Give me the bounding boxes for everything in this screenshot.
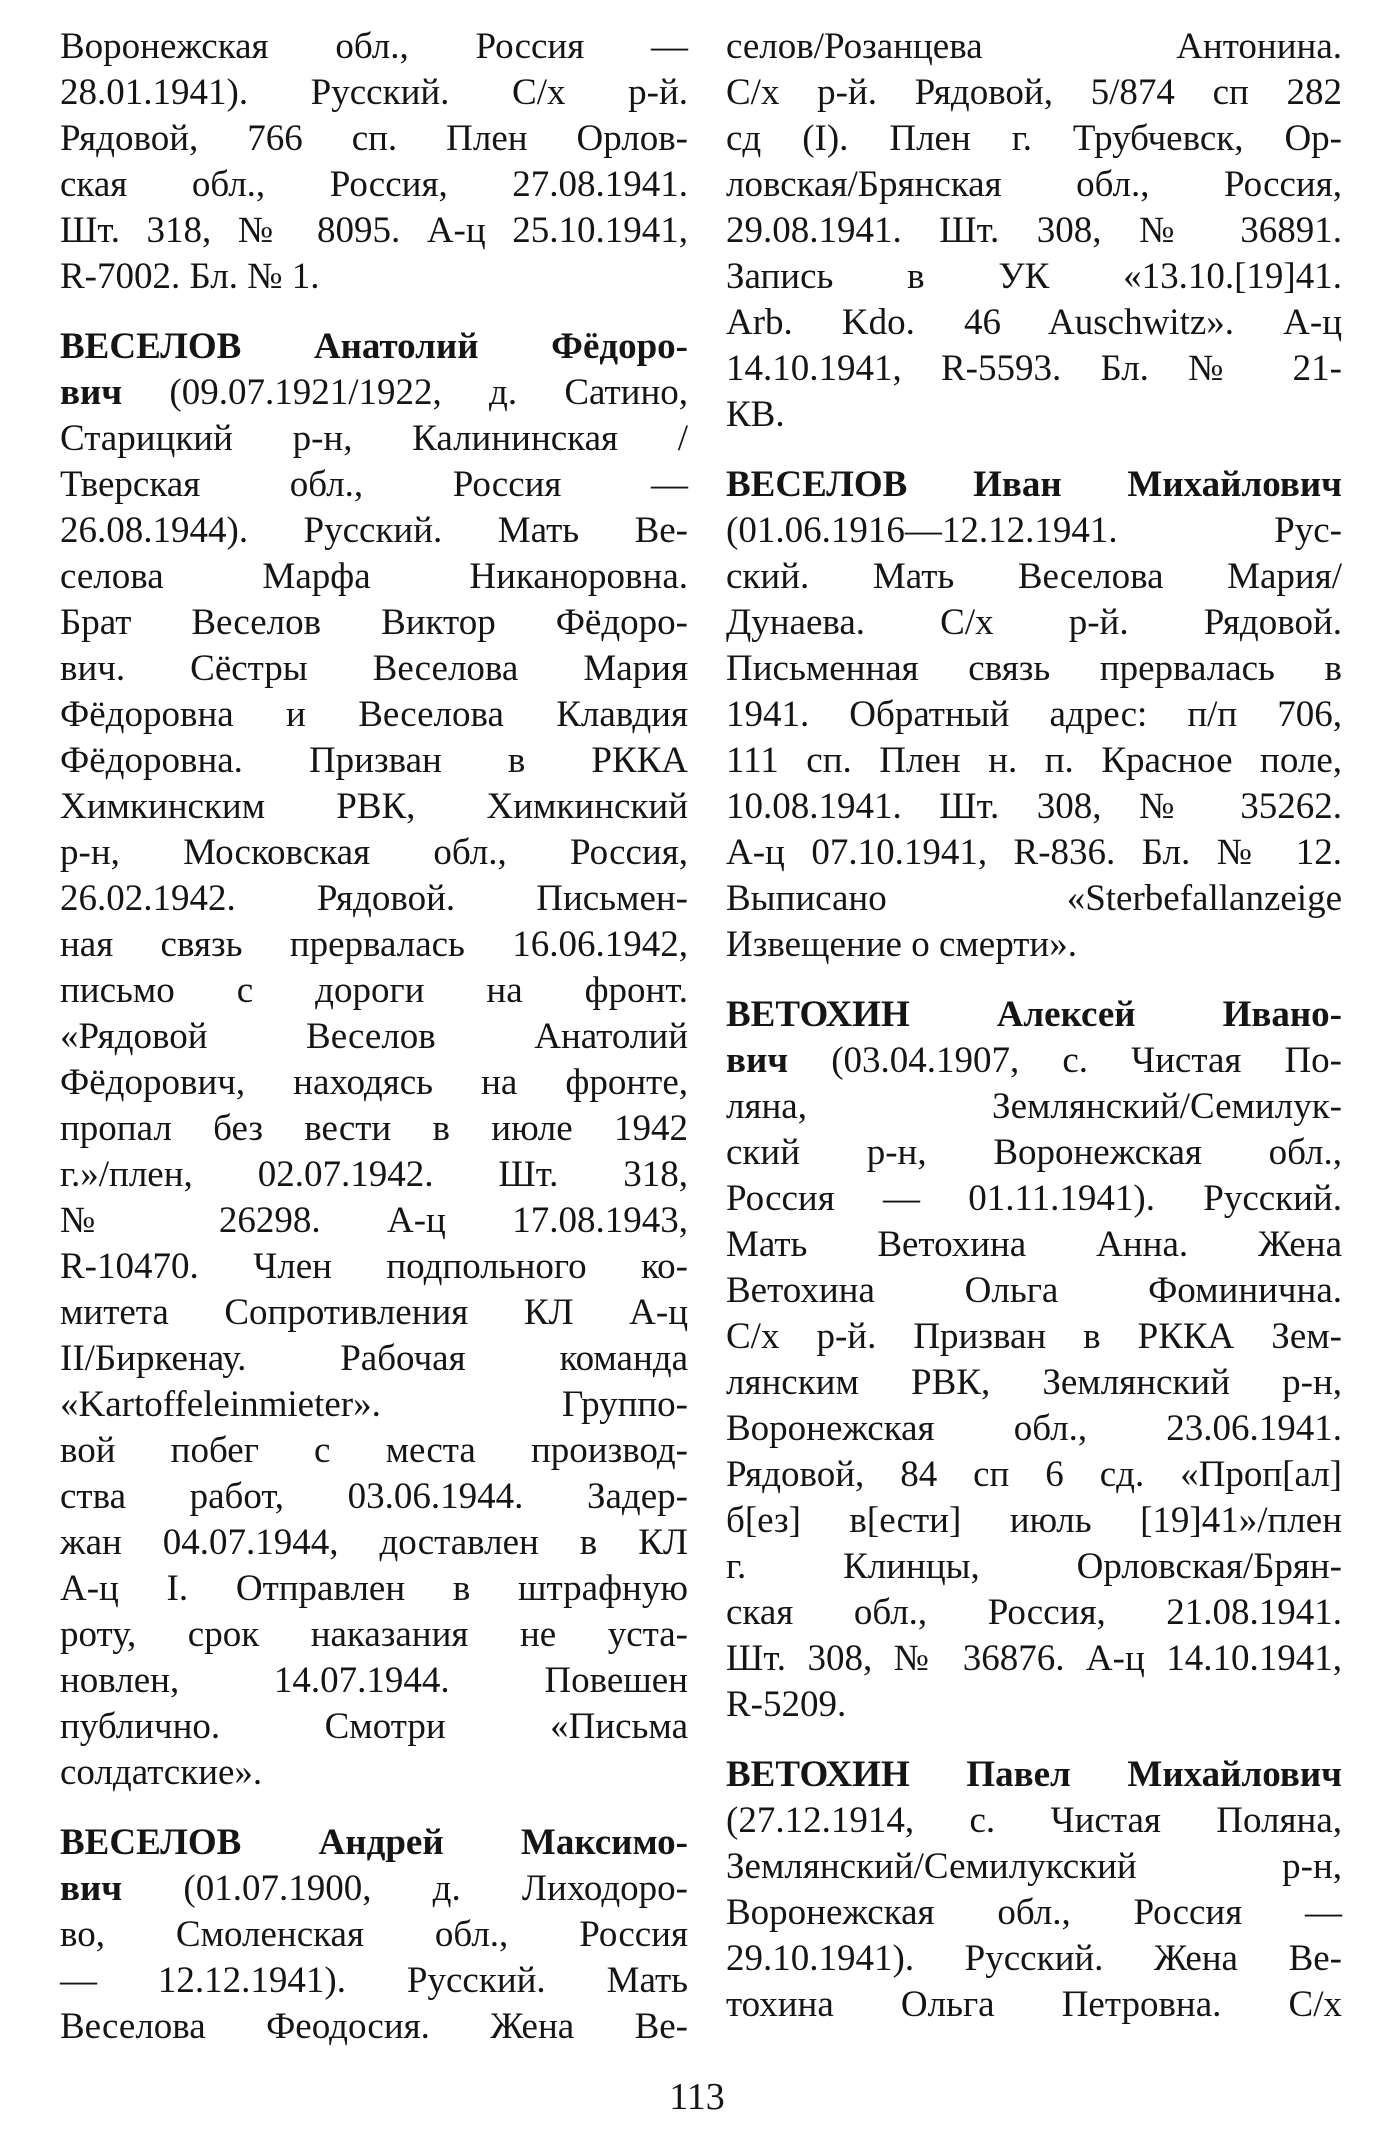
entry-paragraph <box>726 1728 1342 2028</box>
text-line: R-7002. Бл. № 1. <box>60 256 320 297</box>
text-line: публично. Смотри «Письма <box>60 1706 688 1747</box>
text-line <box>60 1820 688 1866</box>
entry-paragraph <box>726 438 1342 968</box>
entry-surname-bold: ВЕСЕЛОВ Иван Михайлович <box>726 464 1342 505</box>
text-line: (01.06.1916—12.12.1941. Рус- <box>726 510 1342 551</box>
entry-paragraph <box>60 24 688 300</box>
entry-surname-bold: ВЕТОХИН Алексей Ивано- <box>726 994 1342 1035</box>
text-line: ляна, Землянский/Семилук- <box>726 1086 1342 1127</box>
text-line: 111 сп. Плен н. п. Красное поле, <box>726 740 1342 781</box>
text-line: митета Сопротивления КЛ А-ц <box>60 1292 688 1333</box>
text-line: селова Марфа Никаноровна. <box>60 556 688 597</box>
text-line: Воронежская обл., Россия — <box>60 26 688 67</box>
text-line: Тверская обл., Россия — <box>60 464 688 505</box>
text-line: солдатские». <box>60 1752 263 1793</box>
text-line: 26.08.1944). Русский. Мать Ве- <box>60 510 688 551</box>
text-line: сд (I). Плен г. Трубчевск, Ор- <box>726 118 1342 159</box>
text-line: Старицкий р-н, Калининская / <box>60 418 688 459</box>
text-line <box>726 1752 1342 1798</box>
page-number: 113 <box>669 2076 725 2118</box>
text-line: пропал без вести в июле 1942 <box>60 1108 688 1149</box>
entry-surname-bold: ВЕСЕЛОВ Анатолий Фёдоро- <box>60 326 688 367</box>
entry-surname-bold: ВЕТОХИН Павел Михайлович <box>726 1754 1342 1795</box>
text-line: вой побег с места производ- <box>60 1430 688 1471</box>
text-line: селов/Розанцева Антонина. <box>726 26 1342 67</box>
entry-paragraph <box>726 968 1342 1728</box>
text-line: (27.12.1914, с. Чистая Поляна, <box>726 1800 1342 1841</box>
text-line: Веселова Феодосия. Жена Ве- <box>60 2006 688 2047</box>
entry-paragraph <box>60 1796 688 2050</box>
text-line: ская обл., Россия, 21.08.1941. <box>726 1592 1342 1633</box>
text-line: Россия — 01.11.1941). Русский. <box>726 1178 1342 1219</box>
text-line: Извещение о смерти». <box>726 924 1077 965</box>
text-line: Землянский/Семилукский р-н, <box>726 1846 1342 1887</box>
entry-surname-bold: ВЕСЕЛОВ Андрей Максимо- <box>60 1822 688 1863</box>
text-line: жан 04.07.1944, доставлен в КЛ <box>60 1522 688 1563</box>
text-line <box>726 462 1342 508</box>
text-line: письмо с дороги на фронт. <box>60 970 688 1011</box>
text-line: Дунаева. С/х р-й. Рядовой. <box>726 602 1342 643</box>
text-line: 1941. Обратный адрес: п/п 706, <box>726 694 1342 735</box>
text-line: Брат Веселов Виктор Фёдоро- <box>60 602 688 643</box>
text-line: Фёдоровна и Веселова Клавдия <box>60 694 688 735</box>
text-line: г.»/плен, 02.07.1942. Шт. 318, <box>60 1154 688 1195</box>
text-line: КВ. <box>726 394 785 435</box>
entry-paragraph <box>60 300 688 1796</box>
text-line: ский. Мать Веселова Мария/ <box>726 556 1342 597</box>
text-line: Мать Ветохина Анна. Жена <box>726 1224 1342 1265</box>
text-line: Шт. 308, № 36876. А-ц 14.10.1941, <box>726 1638 1342 1679</box>
text-line: ловская/Брянская обл., Россия, <box>726 164 1342 205</box>
text-line: ский р-н, Воронежская обл., <box>726 1132 1342 1173</box>
text-line: Воронежская обл., 23.06.1941. <box>726 1408 1342 1449</box>
text-line: А-ц 07.10.1941, R-836. Бл. № 12. <box>726 832 1342 873</box>
text-line: Выписано «Sterbefallanzeige <box>726 878 1342 919</box>
text-line: ства работ, 03.06.1944. Задер- <box>60 1476 688 1517</box>
text-line: 29.10.1941). Русский. Жена Ве- <box>726 1938 1342 1979</box>
text-line: р-н, Московская обл., Россия, <box>60 832 688 873</box>
text-line: 26.02.1942. Рядовой. Письмен- <box>60 878 688 919</box>
text-line: Arb. Kdo. 46 Auschwitz». А-ц <box>726 302 1342 343</box>
text-line: 10.08.1941. Шт. 308, № 35262. <box>726 786 1342 827</box>
text-line <box>726 992 1342 1038</box>
text-line: тохина Ольга Петровна. С/х <box>726 1984 1342 2025</box>
entry-paragraph <box>726 24 1342 438</box>
text-line: ная связь прервалась 16.06.1942, <box>60 924 688 965</box>
text-line: Письменная связь прервалась в <box>726 648 1342 689</box>
text-line: вич (01.07.1900, д. Лиходоро- <box>60 1868 688 1909</box>
text-line: Рядовой, 766 сп. Плен Орлов- <box>60 118 688 159</box>
text-line: II/Биркенау. Рабочая команда <box>60 1338 688 1379</box>
text-line: Шт. 318, № 8095. А-ц 25.10.1941, <box>60 210 688 251</box>
text-line: вич (03.04.1907, с. Чистая По- <box>726 1040 1342 1081</box>
text-line: роту, срок наказания не уста- <box>60 1614 688 1655</box>
text-line: б[ез] в[ести] июль [19]41»/плен <box>726 1500 1342 1541</box>
text-line: во, Смоленская обл., Россия <box>60 1914 688 1955</box>
right-text-column <box>726 24 1342 2028</box>
text-line: Фёдорович, находясь на фронте, <box>60 1062 688 1103</box>
text-line: вич (09.07.1921/1922, д. Сатино, <box>60 372 688 413</box>
text-line: R-5209. <box>726 1684 847 1725</box>
text-line: Воронежская обл., Россия — <box>726 1892 1342 1933</box>
text-line: Запись в УК «13.10.[19]41. <box>726 256 1342 297</box>
text-line: Химкинским РВК, Химкинский <box>60 786 688 827</box>
text-line: А-ц I. Отправлен в штрафную <box>60 1568 688 1609</box>
text-line: «Рядовой Веселов Анатолий <box>60 1016 688 1057</box>
text-line: «Kartoffeleinmieter». Группо- <box>60 1384 688 1425</box>
text-line: — 12.12.1941). Русский. Мать <box>60 1960 688 2001</box>
left-text-column <box>60 24 688 2050</box>
text-line: лянским РВК, Землянский р-н, <box>726 1362 1342 1403</box>
text-line: С/х р-й. Призван в РККА Зем- <box>726 1316 1342 1357</box>
text-line: 14.10.1941, R-5593. Бл. № 21- <box>726 348 1342 389</box>
text-line: 29.08.1941. Шт. 308, № 36891. <box>726 210 1342 251</box>
text-line: Фёдоровна. Призван в РККА <box>60 740 688 781</box>
text-line: Ветохина Ольга Фоминична. <box>726 1270 1342 1311</box>
text-line: R-10470. Член подпольного ко- <box>60 1246 688 1287</box>
text-line: г. Клинцы, Орловская/Брян- <box>726 1546 1342 1587</box>
text-line: новлен, 14.07.1944. Повешен <box>60 1660 688 1701</box>
entry-surname-bold: вич <box>60 1868 123 1909</box>
text-line: С/х р-й. Рядовой, 5/874 сп 282 <box>726 72 1342 113</box>
text-line: 28.01.1941). Русский. С/х р-й. <box>60 72 688 113</box>
entry-surname-bold: вич <box>60 372 123 413</box>
entry-surname-bold: вич <box>726 1040 789 1081</box>
text-line: вич. Сёстры Веселова Мария <box>60 648 688 689</box>
text-line <box>60 324 688 370</box>
text-line: ская обл., Россия, 27.08.1941. <box>60 164 688 205</box>
text-line: Рядовой, 84 сп 6 сд. «Проп[ал] <box>726 1454 1342 1495</box>
text-line: № 26298. А-ц 17.08.1943, <box>60 1200 688 1241</box>
